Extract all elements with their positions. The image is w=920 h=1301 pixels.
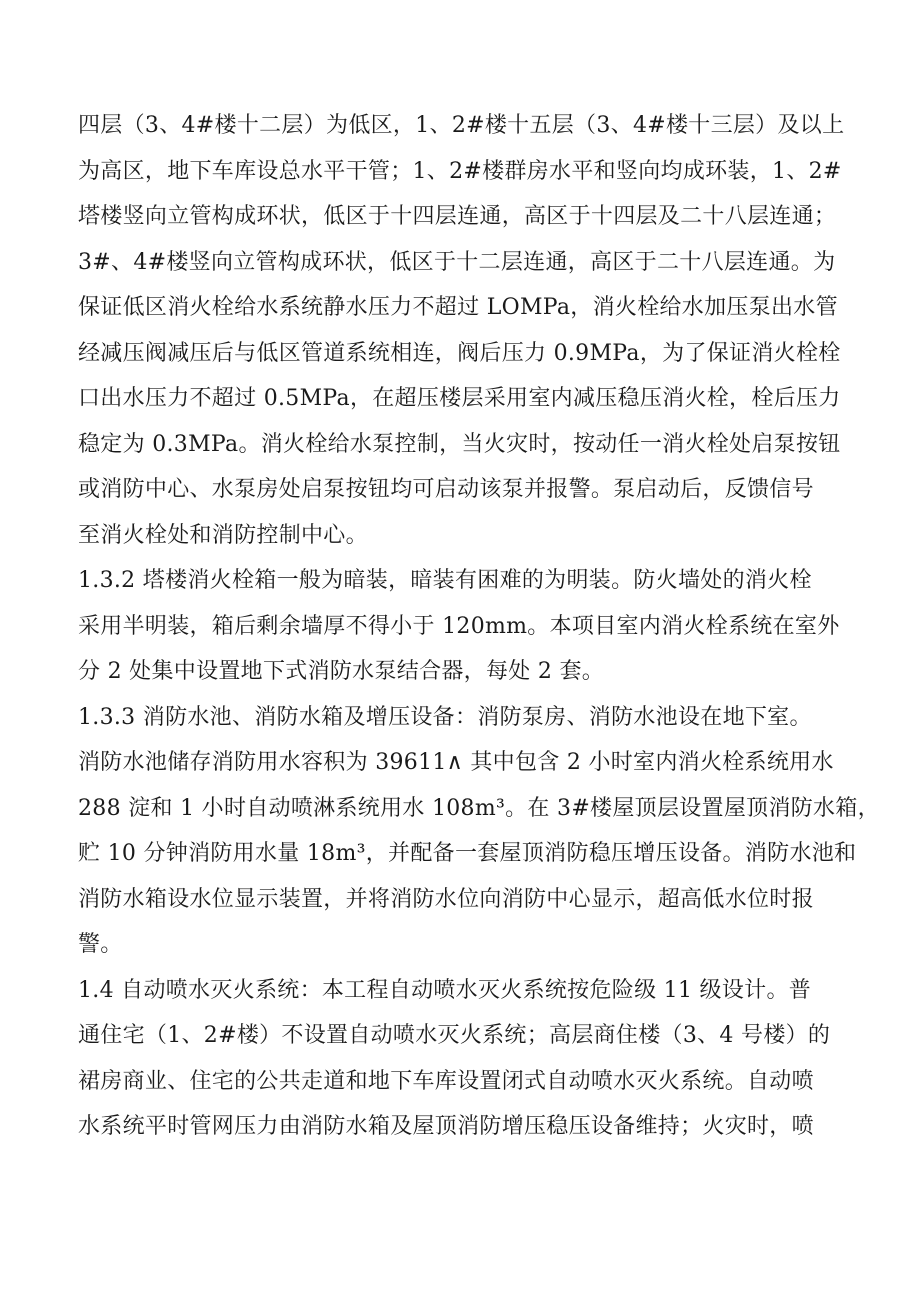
text-line: 经减压阀减压后与低区管道系统相连，阀后压力 0.9MPa，为了保证消火栓栓: [78, 340, 841, 366]
text-line: 消防水箱设水位显示装置，并将消防水位向消防中心显示，超高低水位时报: [78, 886, 814, 912]
body-text: [78, 103, 880, 1150]
text-line: 消防水池储存消防用水容积为 39611∧ 其中包含 2 小时室内消火栓系统用水: [78, 750, 834, 775]
text-line: 采用半明装，箱后剩余墙厚不得小于 120mm。本项目室内消火栓系统在室外: [78, 613, 840, 639]
text-line: 贮 10 分钟消防用水量 18m³，并配备一套屋顶消防稳压增压设备。消防水池和: [78, 841, 857, 866]
section-1-4-line: 1.4 自动喷水灭火系统：本工程自动喷水灭火系统按危险级 11 级设计。普: [78, 977, 812, 1003]
section-1-3-2-line: 1.3.2 塔楼消火栓箱一般为暗装，暗装有困难的为明装。防火墙处的消火栓: [78, 568, 812, 593]
text-line: 或消防中心、水泵房处启泵按钮均可启动该泵并报警。泵启动后，反馈信号: [78, 477, 814, 502]
text-line: 裙房商业、住宅的公共走道和地下车库设置闭式自动喷水灭火系统。自动喷: [78, 1068, 814, 1094]
text-line: 288 淀和 1 小时自动喷淋系统用水 108m³。在 3#楼屋顶层设置屋顶消防水箱，: [78, 795, 880, 821]
text-line: 塔楼竖向立管构成环状，低区于十四层连通，高区于十四层及二十八层连通；: [78, 204, 837, 229]
section-1-3-3-line: 1.3.3 消防水池、消防水箱及增压设备：消防泵房、消防水池设在地下室。: [78, 704, 812, 730]
text-line: 为高区，地下车库设总水平干管；1、2#楼群房水平和竖向均成环装，1、2#: [78, 158, 842, 184]
text-line: 水系统平时管网压力由消防水箱及屋顶消防增压稳压设备维持；火灾时，喷: [78, 1114, 814, 1139]
text-line: 四层（3、4#楼十二层）为低区，1、2#楼十五层（3、4#楼十三层）及以上: [78, 113, 845, 138]
text-line: 保证低区消火栓给水系统静水压力不超过 LOMPa，消火栓给水加压泵出水管: [78, 295, 838, 320]
text-line: 分 2 处集中设置地下式消防水泵结合器，每处 2 套。: [78, 659, 605, 684]
text-line: 3#、4#楼竖向立管构成环状，低区于十二层连通，高区于二十八层连通。为: [78, 249, 836, 275]
text-line: 稳定为 0.3MPa。消火栓给水泵控制，当火灾时，按动任一消火栓处启泵按钮: [78, 431, 841, 457]
text-line: 口出水压力不超过 0.5MPa，在超压楼层采用室内减压稳压消火栓，栓后压力: [78, 386, 841, 411]
text-line: 警。: [78, 932, 123, 957]
text-line: 通住宅（1、2#楼）不设置自动喷水灭火系统；高层商住楼（3、4 号楼）的: [78, 1023, 831, 1048]
text-line: 至消火栓处和消防控制中心。: [78, 522, 368, 548]
